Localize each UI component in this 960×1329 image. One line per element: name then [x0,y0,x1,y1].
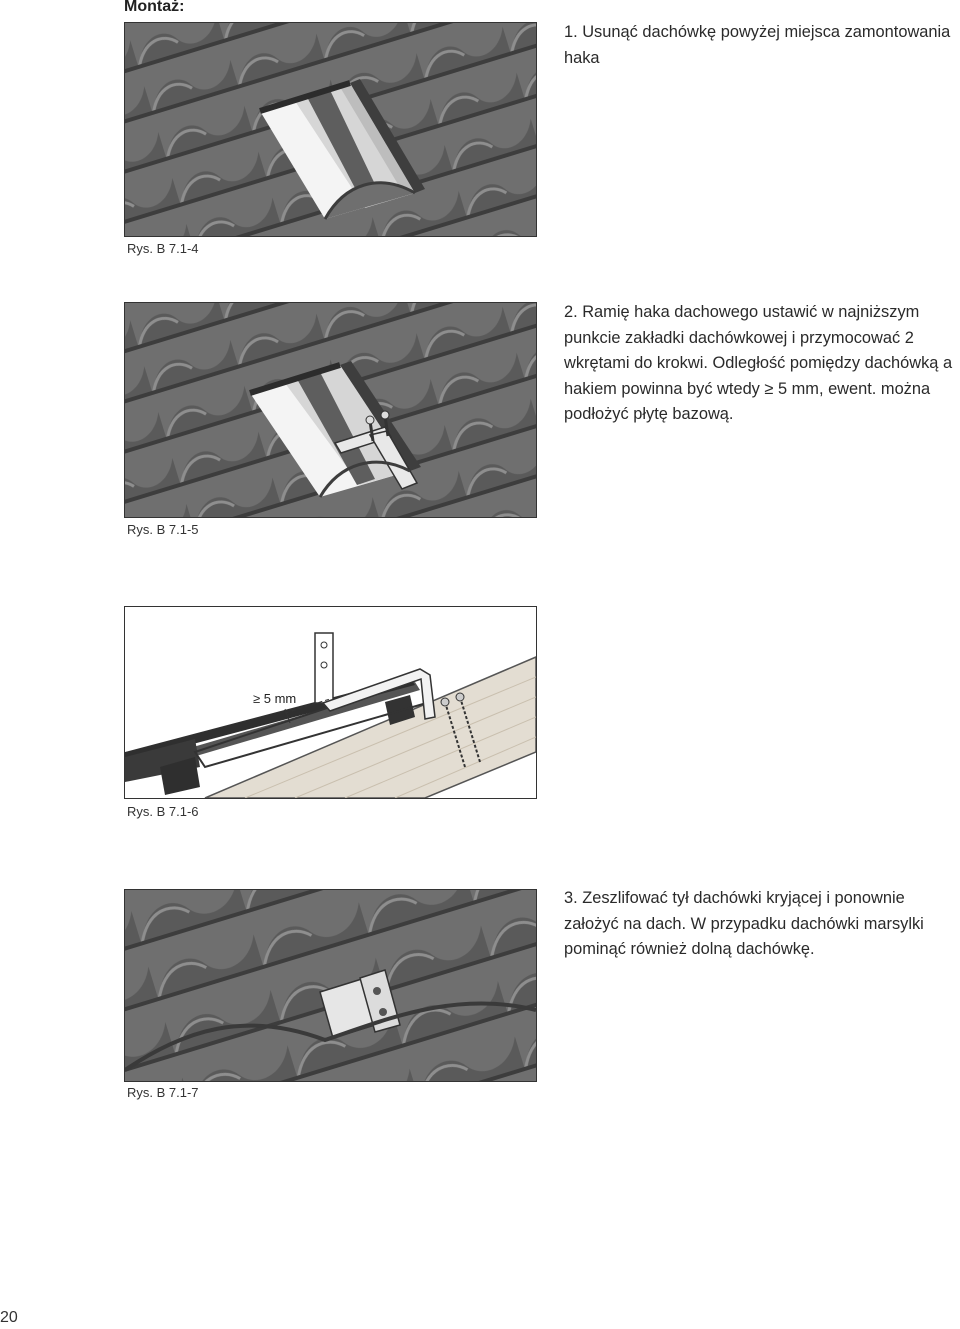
figure-b7-1-4-image [124,22,537,237]
figure-b7-1-6-caption: Rys. B 7.1-6 [127,804,199,819]
page-number: 20 [0,1309,18,1326]
figure-b7-1-5-caption: Rys. B 7.1-5 [127,522,199,537]
figure-b7-1-5-image [124,302,537,518]
figure-b7-1-6-image [124,606,537,799]
figure-b7-1-4-caption: Rys. B 7.1-4 [127,241,199,256]
figure-b7-1-7-image [124,889,537,1082]
step-1-text: 1. Usunąć dachówkę powyżej miejsca zamontowania haka [564,23,951,67]
step-2-text: 2. Ramię haka dachowego ustawić w najniższym punkcie zakładki dachówkowej i przymocować 2 wkrętami do krokwi. Odległość pomiędzy dachówką a hakiem powinna być wtedy ≥ 5 mm, ewent. można podłożyć płytę bazową. [564,303,953,423]
figure-b7-1-7-caption: Rys. B 7.1-7 [127,1085,199,1100]
step-3-text: 3. Zeszlifować tył dachówki kryjącej i ponownie założyć na dach. W przypadku dachówki marsylki pominąć również dolną dachówkę. [564,889,924,958]
section-heading: Montaż: [124,0,185,15]
dimension-label: ≥ 5 mm [253,691,297,706]
